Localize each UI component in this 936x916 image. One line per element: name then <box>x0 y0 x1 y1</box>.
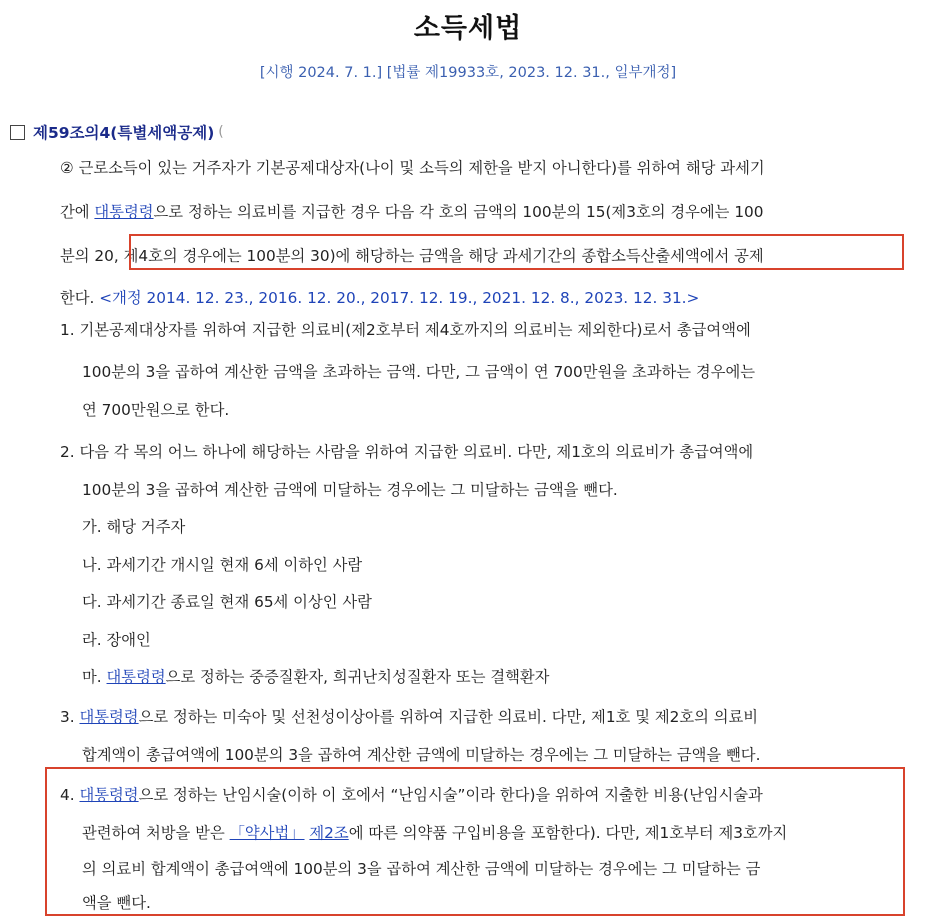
article-checkbox[interactable] <box>10 125 25 140</box>
para2-line2 <box>60 202 764 222</box>
heading-mark-icon: ( <box>218 124 224 140</box>
article-title: 제59조의4(특별세액공제) <box>33 124 215 142</box>
decree-link[interactable]: 대통령령 <box>94 203 154 221</box>
highlight-box-rate <box>129 234 904 270</box>
amendment-history-link[interactable]: <개정 2014. 12. 23., 2016. 12. 20., 2017. 12. 19., 2021. 12. 8., 2023. 12. 31.> <box>99 289 700 307</box>
decree-link[interactable]: 대통령령 <box>106 668 166 686</box>
item2-subitem-da: 다. 과세기간 종료일 현재 65세 이상인 사람 <box>82 593 372 611</box>
law-title: 소득세법 <box>413 13 523 44</box>
item3-text: 3. <box>60 708 80 726</box>
decree-link[interactable]: 대통령령 <box>79 708 139 726</box>
item2-subitem-na: 나. 과세기간 개시일 현재 6세 이하인 사람 <box>82 556 363 574</box>
item4-text: 4. <box>60 786 80 804</box>
item4-line4: 액을 뺀다. <box>82 894 151 912</box>
item4-text: 관련하여 처방을 받은 <box>82 824 230 842</box>
enforcement-info: [시행 2024. 7. 1.] [법률 제19933호, 2023. 12. 31., 일부개정] <box>259 65 677 81</box>
para2-text: 한다. <box>60 289 100 307</box>
item2-line1: 2. 다음 각 목의 어느 하나에 해당하는 사람을 위하여 지급한 의료비. 다만, 제1호의 의료비가 총급여액에 <box>60 443 754 461</box>
item3-text: 으로 정하는 미숙아 및 선천성이상아를 위하여 지급한 의료비. 다만, 제1호 및 제2호의 의료비 <box>138 708 759 726</box>
item2-subitem-ra: 라. 장애인 <box>82 631 151 649</box>
item4-text: 에 따른 의약품 구입비용을 포함한다). 다만, 제1호부터 제3호까지 <box>348 824 788 842</box>
decree-link[interactable]: 대통령령 <box>79 786 139 804</box>
para2-text: 간에 <box>60 203 95 221</box>
para2-line3: 분의 20, 제4호의 경우에는 100분의 30)에 해당하는 금액을 해당 과세기간의 종합소득산출세액에서 공제 <box>60 247 764 265</box>
item1-line1: 1. 기본공제대상자를 위하여 지급한 의료비(제2호부터 제4호까지의 의료비는 제외한다)로서 총급여액에 <box>60 321 751 339</box>
item4-text: 으로 정하는 난임시술(이하 이 호에서 “난임시술”이라 한다)을 위하여 지출한 비용(난임시술과 <box>138 786 763 804</box>
para2-line4 <box>60 288 699 308</box>
subitem-text: 으로 정하는 중증질환자, 희귀난치성질환자 또는 결핵환자 <box>165 668 550 686</box>
item3-line2: 합계액이 총급여액에 100분의 3을 곱하여 계산한 금액에 미달하는 경우에는 그 미달하는 금액을 뺀다. <box>82 746 761 764</box>
pharmaceutical-act-link[interactable]: 「약사법」 <box>229 824 305 842</box>
item2-line2: 100분의 3을 곱하여 계산한 금액에 미달하는 경우에는 그 미달하는 금액을 뺀다. <box>82 481 618 499</box>
item2-subitem-ga: 가. 해당 거주자 <box>82 518 186 536</box>
article2-link[interactable]: 제2조 <box>309 824 349 842</box>
item2-subitem-ma <box>82 667 549 687</box>
para2-text: 으로 정하는 의료비를 지급한 경우 다음 각 호의 금액의 100분의 15(제3호의 경우에는 100 <box>153 203 764 221</box>
subitem-text: 마. <box>82 668 107 686</box>
item1-line3: 연 700만원으로 한다. <box>82 401 230 419</box>
item1-line2: 100분의 3을 곱하여 계산한 금액을 초과하는 금액. 다만, 그 금액이 연 700만원을 초과하는 경우에는 <box>82 363 756 381</box>
item4-line3: 의 의료비 합계액이 총급여액에 100분의 3을 곱하여 계산한 금액에 미달하는 경우에는 그 미달하는 금 <box>82 860 761 878</box>
item3-line1 <box>60 707 758 727</box>
para2-line1: ② 근로소득이 있는 거주자가 기본공제대상자(나이 및 소득의 제한을 받지 아니한다)를 위하여 해당 과세기 <box>60 159 765 177</box>
highlight-box-item4 <box>45 767 905 916</box>
article-heading[interactable] <box>10 121 224 143</box>
